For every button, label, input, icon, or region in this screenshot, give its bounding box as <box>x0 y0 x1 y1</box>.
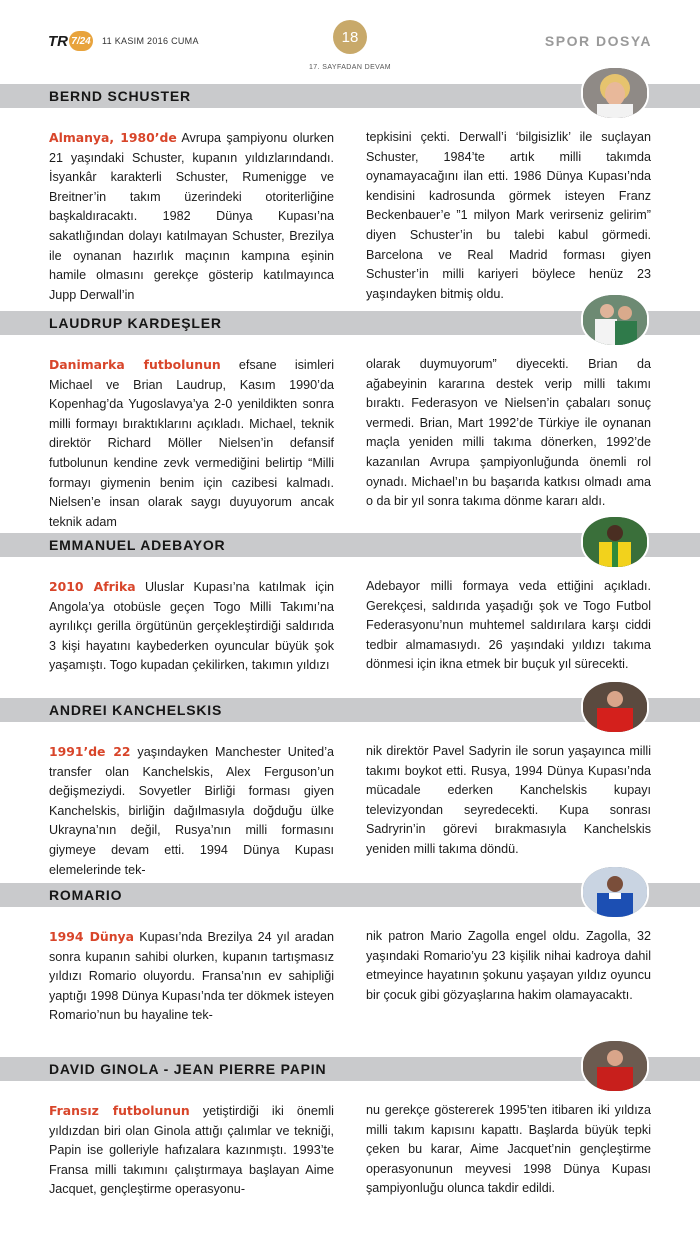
body-text: nu gerekçe göstererek 1995’ten itibaren iki yıldıza milli takım kapısını kapattı. Başlarda büyük tepki çeken bu karar, Aime Jacquet’nin gençleştirme operasyonunun meyvesi 1998 Dünya Kupası şampiyonluğu olunca takdir edildi. <box>366 1103 651 1196</box>
body-text: Uluslar Kupası’na katılmak için Angola’ya otobüsle geçen Togo Milli Takımı’na ayrılıkçı gerilla örgütünün gerçekleştirdiği saldırıda 3 kişi hayatını kaybederken oyuncular büyük şok yaşamıştı. Togo kupadan çekilirken, takımın yıldızı <box>49 580 334 673</box>
article-right-column <box>366 927 651 1005</box>
page-number: 18 <box>333 20 367 54</box>
article-right-column <box>366 577 651 675</box>
article-right-column <box>366 1101 651 1199</box>
section-title: ROMARIO <box>49 887 123 903</box>
article-left-column <box>49 128 334 305</box>
player-portrait-icon <box>581 66 649 120</box>
players-celebrating-icon <box>581 293 649 347</box>
section-band-romario <box>0 883 700 907</box>
section-title: BERND SCHUSTER <box>49 88 191 104</box>
lead-highlight: 1991’de 22 <box>49 744 131 759</box>
body-text: Avrupa şampiyonu olurken 21 yaşındaki Schuster, kupanın yıldızlarındandı. İsyankâr karakterli Schuster, Rumenigge ve Breitner’in takım üzerindeki otoriterliğine başkaldıracaktı. 1982 Dünya Kupası’na sakatlığından dolayı katılmayan Schuster, Brezilya ile oynanan hazırlık maçının kampına eşinin hamile olmasını gerekçe gösterip katılmayınca Jupp Derwall’in <box>49 131 334 302</box>
body-text: Kupası’nda Brezilya 24 yıl aradan sonra kupanın sahibi olurken, kupanın tartışmasız yıldızı Romario oluyordu. Fransa’nın ev sahipliği yaptığı 1998 Dünya Kupası’nda ter dökmek isteyen Romario’nun bu hayaline tek- <box>49 930 334 1023</box>
player-yellow-kit-icon <box>581 515 649 569</box>
lead-highlight: Danimarka futbolunun <box>49 357 221 372</box>
logo-badge: 7/24 <box>69 31 93 51</box>
player-red-kit-icon <box>581 1039 649 1093</box>
body-text: efsane isimleri Michael ve Brian Laudrup, Kasım 1990’da Kopenhag’da Yugoslavya’ya 2-0 yenildikten sonra milli formayı bıraktıklarını açıkladı. Michael, teknik direktör Richard Möller Nielsen’in defansif futbolunun kendine zevk vermediğini belirtip “Milli formayı giymenin benim için cazibesi kalmadı. Nielsen’e insan olarak saygı duyuyorum ancak teknik adam <box>49 358 334 529</box>
article-left-column <box>49 1101 334 1200</box>
tr724-logo[interactable] <box>48 30 93 52</box>
section-band-laudrup <box>0 311 700 335</box>
lead-highlight: Almanya, 1980’de <box>49 130 177 145</box>
lead-highlight: Fransız futbolunun <box>49 1103 190 1118</box>
section-name: SPOR DOSYA <box>544 33 652 49</box>
body-text: nik patron Mario Zagolla engel oldu. Zagolla, 32 yaşındaki Romario’yu 23 kişilik nihai kadroya dahil etmeyince hayatının şokunu yaşayan yıldız oyuncu bir çocuk gibi gözyaşlarına hakim olamayacaktı. <box>366 929 651 1002</box>
logo-tr-text: TR <box>48 32 68 50</box>
article-left-column <box>49 927 334 1026</box>
article-right-column <box>366 355 651 512</box>
section-title: DAVID GINOLA - JEAN PIERRE PAPIN <box>49 1061 327 1077</box>
lead-highlight: 1994 Dünya <box>49 929 134 944</box>
section-title: LAUDRUP KARDEŞLER <box>49 315 222 331</box>
continued-from-note: 17. SAYFADAN DEVAM <box>308 64 392 71</box>
body-text: tepkisini çekti. Derwall’i ‘bilgisizlik’ ile suçlayan Schuster, 1984’te artık milli takımda oynamayacağını ilan etti. 1986 Dünya Kupası’nda kendisini kadrosunda görmek isteyen Franz Beckenbauer’e ”1 milyon Mark verirseniz gelirim” diyen Schuster’in bu talebi kabul görmedi. Barcelona ve Real Madrid forması giyen Schuster’in milli kariyeri böylece henüz 23 yaşındayken bitmiş oldu. <box>366 130 651 301</box>
section-band-schuster <box>0 84 700 108</box>
issue-date: 11 KASIM 2016 CUMA <box>102 36 199 46</box>
section-title: EMMANUEL ADEBAYOR <box>49 537 226 553</box>
article-left-column <box>49 742 334 880</box>
body-text: olarak duymuyorum” diyecekti. Brian da ağabeyinin kararına destek verip milli takımı bıraktı. Federasyon ve Nielsen’in çabaları sonuç vermedi. Brian, Mart 1992’de Türkiye ile oynanan maçla yeniden milli takıma dönerken, 1992’de kazanılan Avrupa şampiyonluğunda önemli rol oynadı. Michael’ın bu başarıda katkısı olmadı ama o da bir yıl sonra takıma dönme kararı aldı. <box>366 357 651 509</box>
masthead <box>0 0 700 80</box>
section-band-kanchelskis <box>0 698 700 722</box>
section-title: ANDREI KANCHELSKIS <box>49 702 223 718</box>
body-text: yetiştirdiği iki önemli yıldızdan biri olan Ginola attığı çalımlar ve tekniği, Papin ise golleriyle hafızalara kazınmıştı. 1993’te Fransa milli takımını çalıştırmaya başlayan Aime Jacquet, gençleştirme operasyonu- <box>49 1104 334 1197</box>
lead-highlight: 2010 Afrika <box>49 579 136 594</box>
body-text: Adebayor milli formaya veda ettiğini açıkladı. Gerekçesi, saldırıda yaşadığı şok ve Togo Futbol Federasyonu’nun muhtemel saldırılara karşı ciddi tedbir almamasıydı. 26 yaşındaki yıldızı takıma dönmesi için ikna etmek bir buçuk yıl sürecekti. <box>366 579 651 672</box>
article-right-column <box>366 128 651 304</box>
body-text: yaşındayken Manchester United’a transfer olan Kanchelskis, Alex Ferguson’un değişmeziydi. Sovyetler Birliği forması giyen Kanchelskis, birliğin dağılmasıyla doğduğu ülke Ukrayna’nın değil, Rusya’nın milli formasını giymeye devam etti. 1994 Dünya Kupası elemelerinde tek- <box>49 745 334 877</box>
article-left-column <box>49 577 334 676</box>
section-band-ginola-papin <box>0 1057 700 1081</box>
player-red-kit-icon <box>581 680 649 734</box>
body-text: nik direktör Pavel Sadyrin ile sorun yaşayınca milli takımı boykot etti. Rusya, 1994 Dünya Kupası’nda mücadale ederken Kanchelskis kupayı televizyondan seyredecekti. Kupa sonrası Sadryrin’in görevi bırakmasıyla Kanchelskis yeniden milli takıma döndü. <box>366 744 651 856</box>
article-left-column <box>49 355 334 532</box>
player-blue-kit-icon <box>581 865 649 919</box>
article-right-column <box>366 742 651 860</box>
section-band-adebayor <box>0 533 700 557</box>
